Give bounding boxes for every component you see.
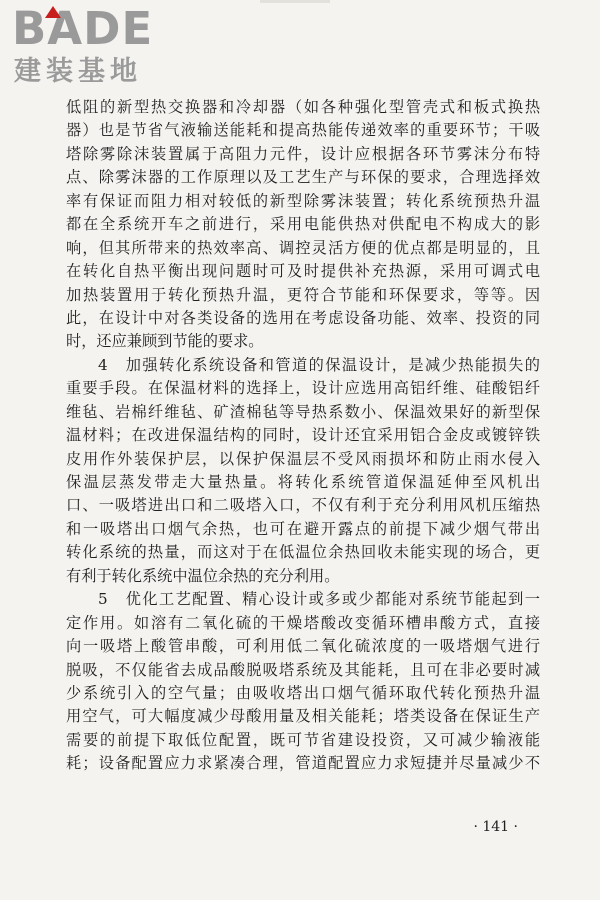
logo-wordmark: BADE	[12, 2, 154, 55]
text-line: 维毡、岩棉纤维毡、矿渣棉毡等导热系数小、保温效果好的新型保	[66, 402, 540, 421]
paragraph-end-line: 有利于转化系统中温位余热的充分利用。	[66, 566, 340, 585]
text-line: 口、一吸塔进出口和二吸塔入口，不仅有利于充分利用风机压缩热	[66, 496, 540, 515]
text-line: 点、除雾沫器的工作原理以及工艺生产与环保的要求，合理选择效	[66, 168, 540, 187]
text-line: 响，但其所带来的热效率高、调控灵活方便的优点都是明显的，且	[66, 238, 540, 257]
text-line: 低阻的新型热交换器和冷却器（如各种强化型管壳式和板式换热	[66, 98, 540, 116]
text-line: 加热装置用于转化预热升温，更符合节能和环保要求，等等。因	[66, 285, 540, 304]
text-line: 在转化自热平衡出现问题时可及时提供补充热源，采用可调式电	[66, 262, 540, 281]
text-line: 需要的前提下取低位配置，既可节省建设投资，又可减少输液能	[66, 730, 540, 749]
text-line: 转化系统的热量，而这对于在低温位余热回收未能实现的场合，更	[66, 543, 540, 562]
text-line: 脱吸，不仅能省去成品酸脱吸塔系统及其能耗，且可在非必要时减	[66, 660, 540, 679]
text-line: 皮用作外装保护层，以保护保温层不受风雨损坏和防止雨水侵入	[66, 449, 540, 468]
paragraph-end-line: 时，还应兼顾到节能的要求。	[66, 332, 264, 351]
body-text	[66, 96, 540, 776]
section-4-first-line: 4 加强转化系统设备和管道的保温设计，是减少热能损失的	[98, 355, 540, 374]
section-5-first-line: 5 优化工艺配置、精心设计或多或少都能对系统节能起到一	[98, 590, 540, 609]
logo-subtitle: 建装基地	[14, 56, 142, 87]
text-line: 都在全系统开车之前进行，采用电能供热对供配电不构成大的影	[66, 215, 540, 234]
text-line: 率有保证而阻力相对较低的新型除雾沫装置；转化系统预热升温	[66, 191, 540, 210]
text-line: 用空气，可大幅度减少母酸用量及相关能耗；塔类设备在保证生产	[66, 707, 540, 726]
text-line: 此，在设计中对各类设备的选用在考虑设备功能、效率、投资的同	[66, 308, 540, 327]
logo-accent-triangle	[45, 6, 61, 18]
text-line: 器）也是节省气液输送能耗和提高热能传递效率的重要环节；干吸	[66, 121, 540, 140]
text-line: 保温层蒸发带走大量热量。将转化系统管道保温延伸至风机出	[66, 473, 540, 491]
scan-mark	[260, 0, 330, 3]
text-line: 少系统引入的空气量；由吸收塔出口烟气循环取代转化预热升温	[66, 683, 540, 702]
text-line: 耗；设备配置应力求紧凑合理，管道配置应力求短捷并尽量减少不	[66, 754, 540, 773]
text-line: 定作用。如溶有二氧化硫的干燥塔酸改变循环槽串酸方式，直接	[66, 613, 540, 632]
watermark-logo	[12, 4, 192, 92]
page-number: · 141 ·	[473, 819, 518, 835]
text-line: 和一吸塔出口烟气余热，也可在避开露点的前提下减少烟气带出	[66, 519, 540, 538]
text-line: 向一吸塔上酸管串酸，可利用低二氧化硫浓度的一吸塔烟气进行	[66, 637, 540, 656]
text-line: 重要手段。在保温材料的选择上，设计应选用高铝纤维、硅酸铝纤	[66, 379, 540, 398]
text-line: 塔除雾除沫装置属于高阻力元件，设计应根据各环节雾沫分布特	[66, 144, 540, 163]
text-line: 温材料；在改进保温结构的同时，设计还宜采用铝合金皮或镀锌铁	[66, 426, 540, 445]
